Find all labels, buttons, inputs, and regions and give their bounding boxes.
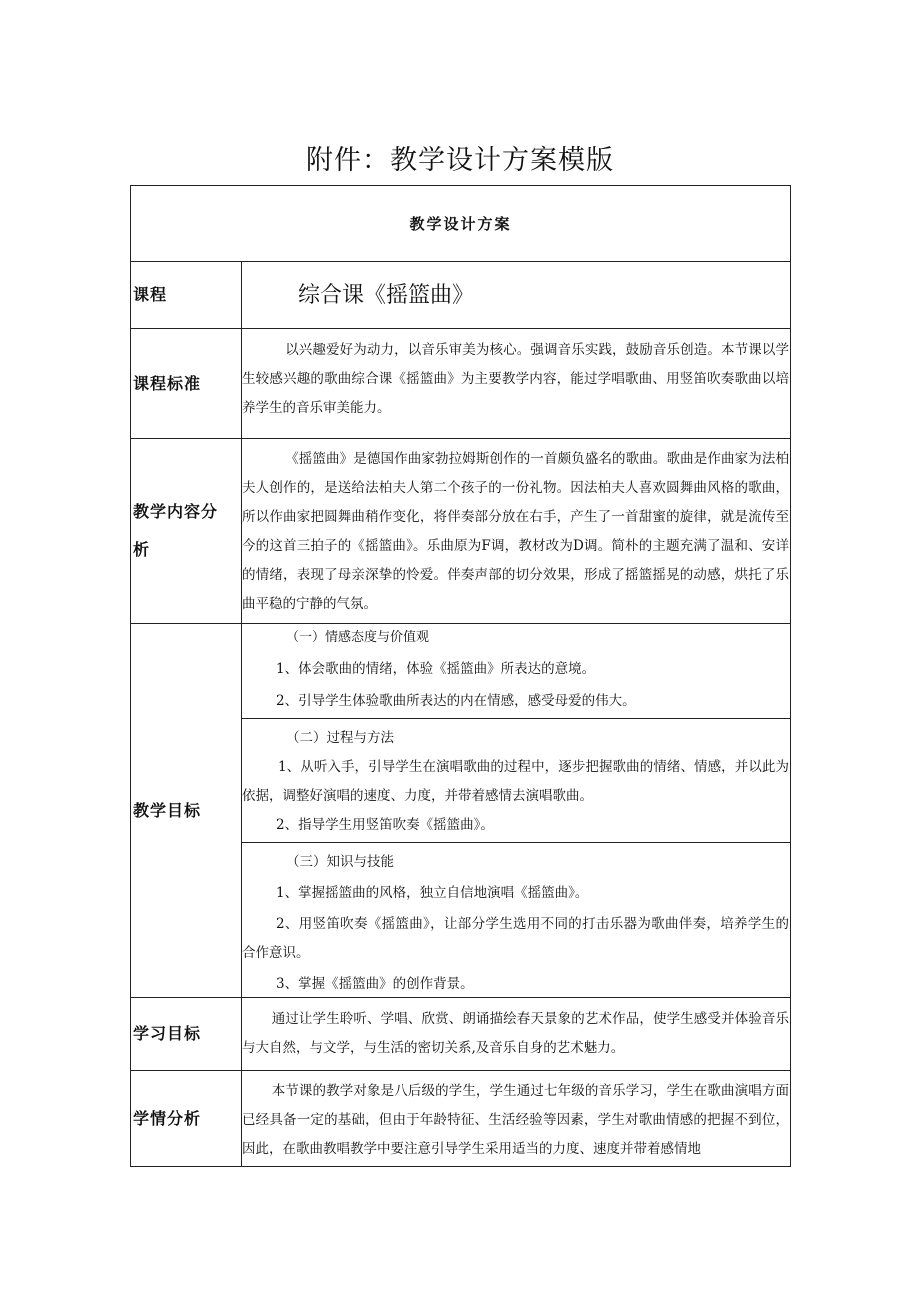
goals-section-2 [241, 724, 790, 842]
content-analysis-label [131, 439, 240, 623]
student-analysis-cell [241, 1077, 790, 1165]
learning-goals-cell [241, 1005, 790, 1069]
goals-section-3-item: 2、用竖笛吹奏《摇篮曲》，让部分学生选用不同的打击乐器为歌曲伴奏，培养学生的合作意识。 [242, 916, 789, 961]
sub-row-divider [241, 718, 790, 719]
sub-row-divider [241, 842, 790, 843]
content-analysis-label-text: 教学内容分析 [133, 502, 219, 559]
teaching-goals-label: 教学目标 [133, 800, 202, 820]
standard-cell [241, 336, 790, 436]
student-analysis-text: 本节课的教学对象是八后级的学生，学生通过七年级的音乐学习，学生在歌曲演唱方面已经具备一定的基础，但由于年龄特征、生活经验等因素，学生对歌曲情感的把握不到位，因此，在歌曲教唱教学中要注意引导学生采用适当的力度、速度并带着感情地 [242, 1083, 789, 1157]
goals-section-1 [241, 623, 790, 718]
goals-section-2-title: （二）过程与方法 [286, 730, 394, 746]
standard-text: 以兴趣爱好为动力，以音乐审美为核心。强调音乐实践，鼓励音乐创造。本节课以学生较感兴趣的歌曲综合课《摇篮曲》为主要教学内容，能过学唱歌曲、用竖笛吹奏歌曲以培养学生的音乐审美能力。 [242, 342, 789, 416]
lesson-plan-table [130, 185, 791, 1167]
goals-section-2-item: 1、从听入手，引导学生在演唱歌曲的过程中，逐步把握歌曲的情绪、情感，并以此为依据，调整好演唱的速度、力度，并带着感情去演唱歌曲。 [242, 759, 789, 804]
content-analysis-cell [241, 445, 790, 621]
goals-section-2-item: 2、指导学生用竖笛吹奏《摇篮曲》。 [276, 817, 494, 833]
course-label: 课程 [133, 285, 168, 304]
learning-goals-label: 学习目标 [133, 1024, 202, 1043]
goals-section-1-title: （一）情感态度与价值观 [286, 630, 430, 645]
goals-section-1-item: 1、体会歌曲的情绪，体验《摇篮曲》所表达的意境。 [276, 661, 596, 677]
content-analysis-text: 《摇篮曲》是德国作曲家勃拉姆斯创作的一首颇负盛名的歌曲。歌曲是作曲家为法柏夫人创作的，是送给法柏夫人第二个孩子的一份礼物。因法柏夫人喜欢圆舞曲风格的歌曲，所以作曲家把圆舞曲稍作变化，将伴奏部分放在右手，产生了一首甜蜜的旋律，就是流传至今的这首三拍子的《摇篮曲》。乐曲原为F调，教材改为D调。简朴的主题充满了温和、安详的情绪，表现了母亲深挚的怜爱。伴奏声部的切分效果，形成了摇篮摇晃的动感，烘托了乐曲平稳的宁静的气氛。 [242, 451, 789, 612]
goals-section-1-item: 2、引导学生体验歌曲所表达的内在情感，感受母爱的伟大。 [276, 693, 636, 709]
learning-goals-text: 通过让学生聆听、学唱、欣赏、朗诵描绘春天景象的艺术作品，使学生感受并体验音乐与大自然，与文学，与生活的密切关系,及音乐自身的艺术魅力。 [242, 1011, 789, 1056]
goals-section-3-title: （三）知识与技能 [286, 854, 394, 870]
document-title: 附件：教学设计方案模版 [306, 145, 614, 176]
goals-section-3 [241, 848, 790, 996]
table-header: 教学设计方案 [409, 215, 512, 233]
course-name: 综合课《摇篮曲》 [298, 282, 475, 308]
goals-section-3-item: 3、掌握《摇篮曲》的创作背景。 [276, 976, 474, 992]
goals-section-3-item: 1、掌握摇篮曲的风格，独立自信地演唱《摇篮曲》。 [276, 885, 589, 901]
course-value-cell [241, 262, 790, 328]
standard-label: 课程标准 [133, 373, 202, 393]
student-analysis-label: 学情分析 [133, 1108, 202, 1128]
